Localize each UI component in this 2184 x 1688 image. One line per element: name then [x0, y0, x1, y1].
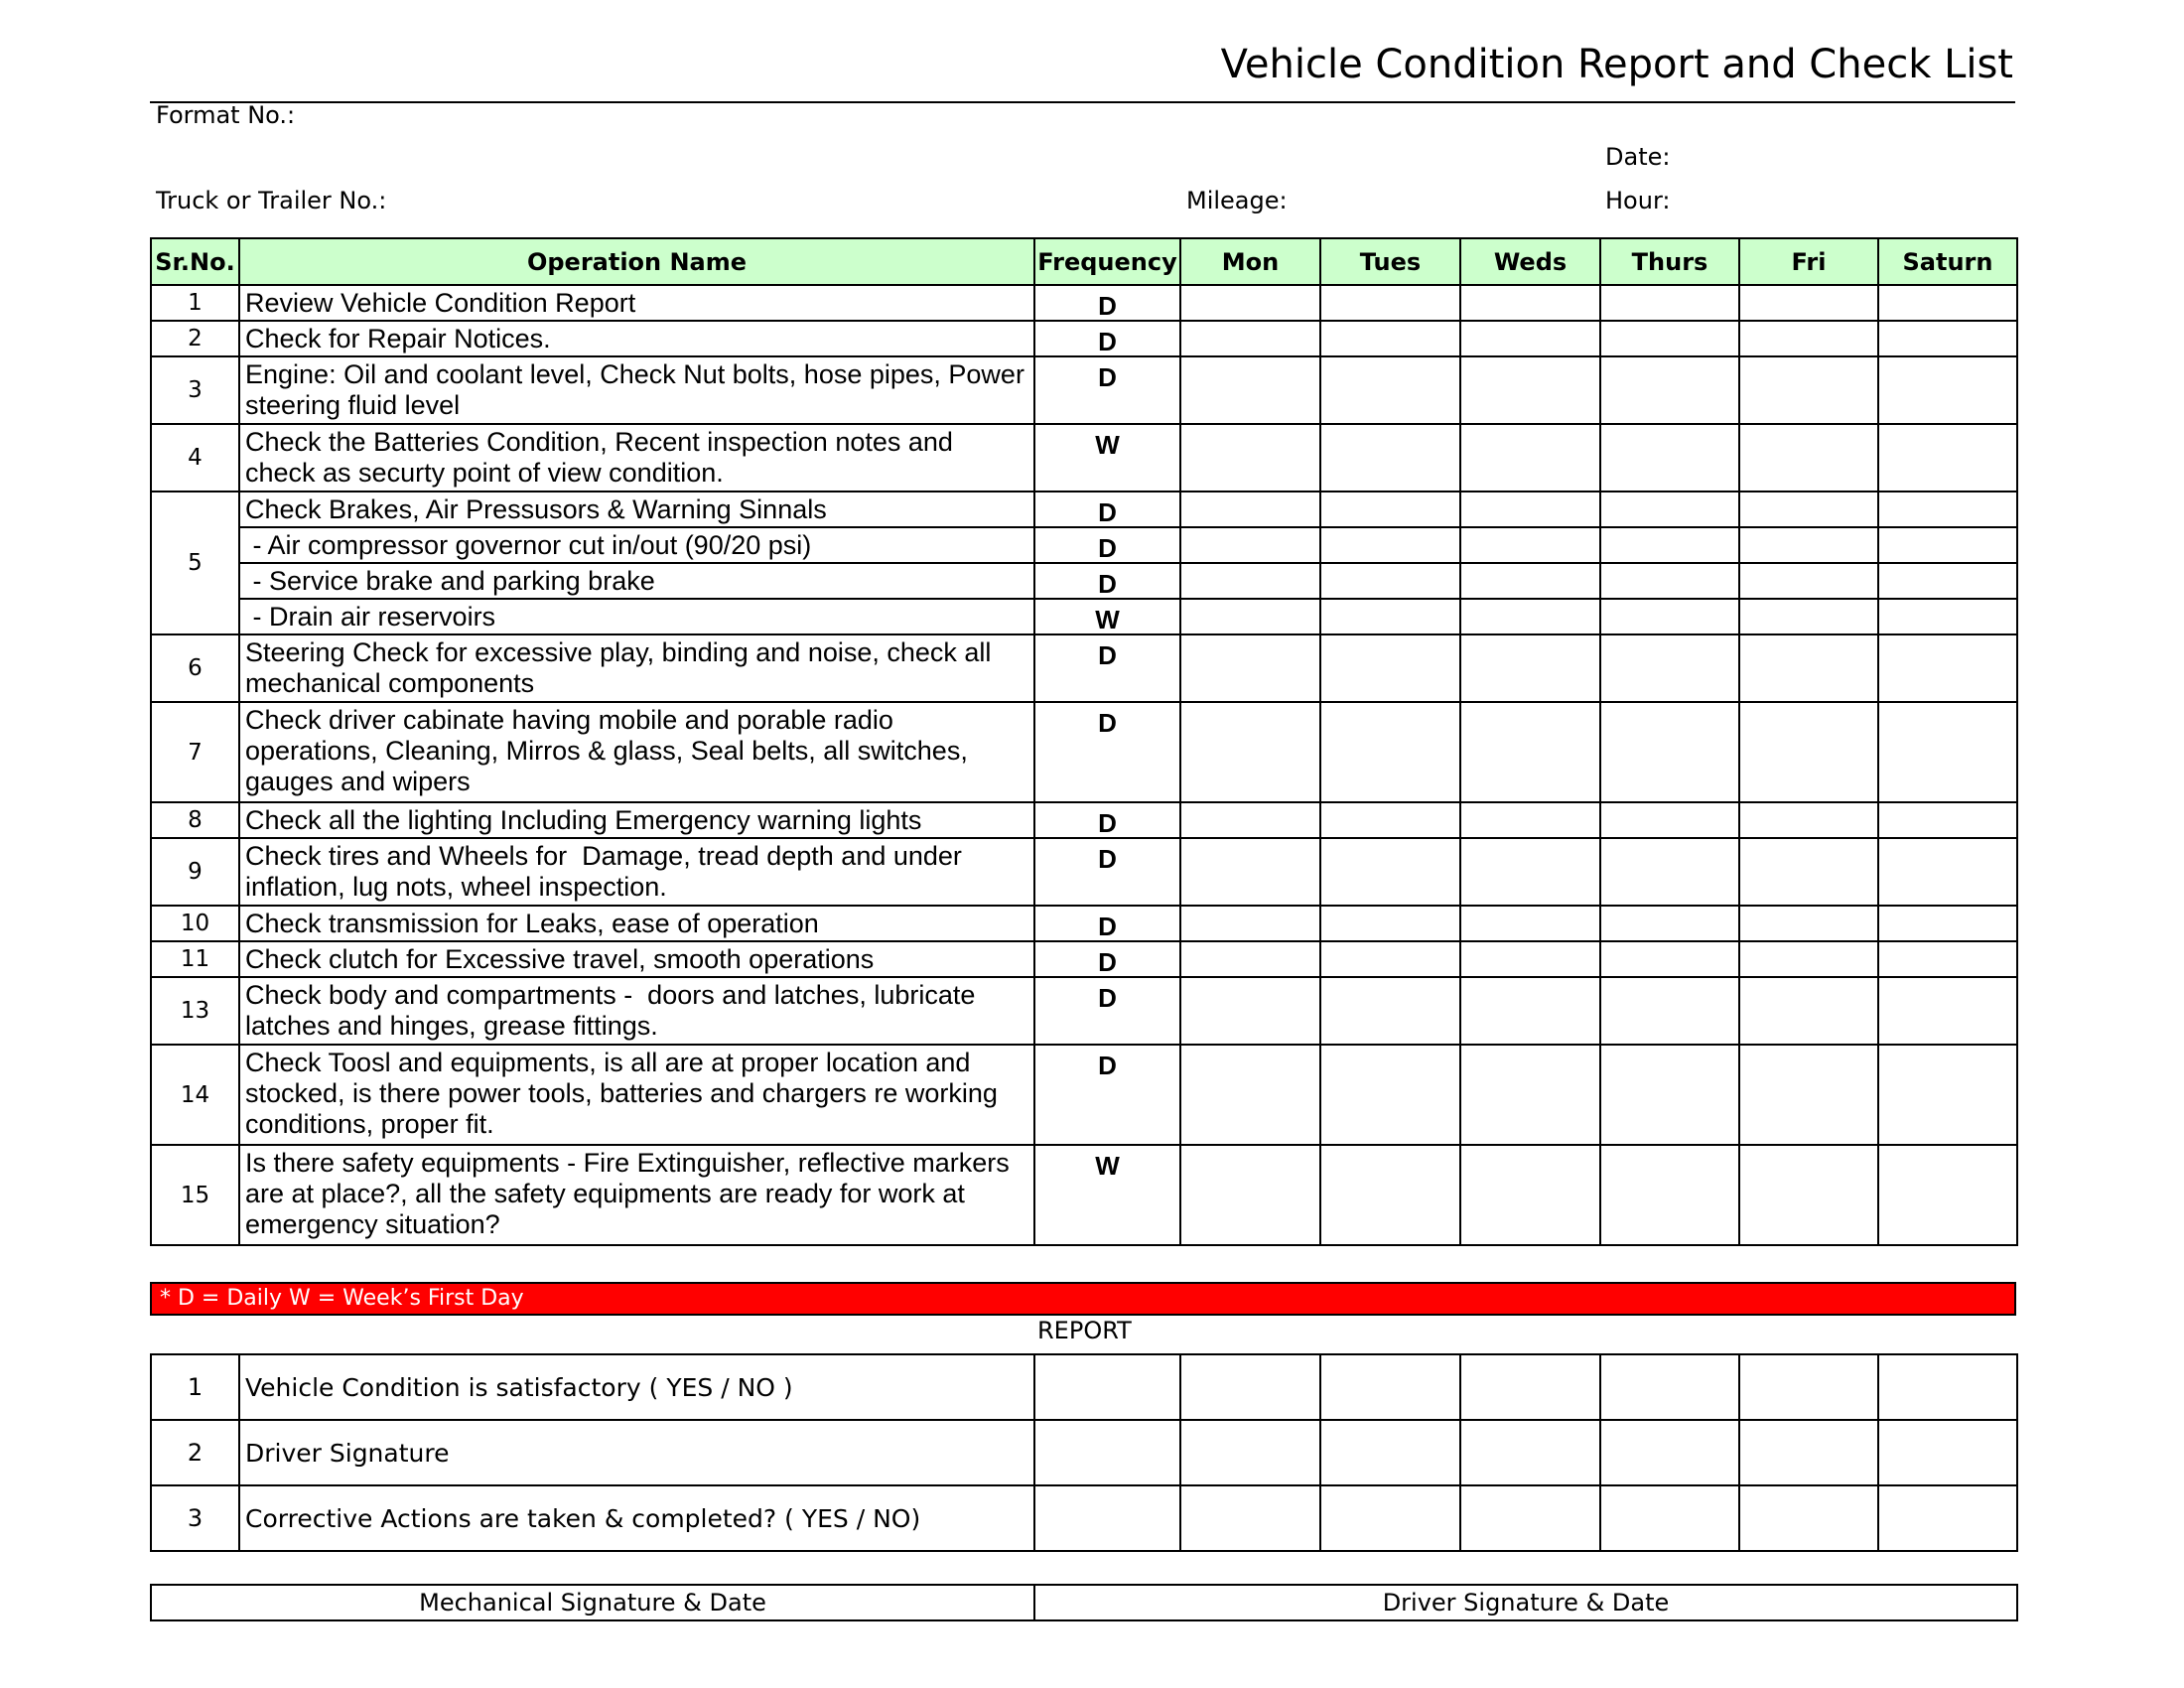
col-header-thurs: Thurs: [1600, 238, 1739, 285]
table-row: [151, 702, 2017, 802]
saturn-check-cell[interactable]: [1878, 634, 2017, 702]
report-entry-cell[interactable]: [1034, 1420, 1180, 1485]
tues-check-cell[interactable]: [1320, 1145, 1460, 1245]
signature-row: [151, 1585, 2017, 1620]
weds-check-cell[interactable]: [1460, 424, 1600, 492]
report-entry-cell[interactable]: [1034, 1485, 1180, 1551]
col-header-frequency: Frequency: [1034, 238, 1180, 285]
report-saturn-cell[interactable]: [1878, 1420, 2017, 1485]
report-tues-cell[interactable]: [1320, 1485, 1460, 1551]
frequency-cell: D: [1034, 1045, 1180, 1145]
signature-table: [150, 1584, 2018, 1621]
frequency-cell: D: [1034, 527, 1180, 563]
fri-check-cell[interactable]: [1739, 906, 1878, 941]
weds-check-cell[interactable]: [1460, 321, 1600, 356]
fri-check-cell[interactable]: [1739, 802, 1878, 838]
report-thurs-cell[interactable]: [1600, 1420, 1739, 1485]
report-title: REPORT: [1037, 1317, 1132, 1344]
frequency-cell: D: [1034, 634, 1180, 702]
report-mon-cell[interactable]: [1180, 1485, 1320, 1551]
frequency-cell: W: [1034, 599, 1180, 634]
fri-check-cell[interactable]: [1739, 977, 1878, 1045]
fri-check-cell[interactable]: [1739, 527, 1878, 563]
date-label: Date:: [1605, 143, 1671, 171]
fri-check-cell[interactable]: [1739, 563, 1878, 599]
saturn-check-cell[interactable]: [1878, 906, 2017, 941]
thurs-check-cell[interactable]: [1600, 599, 1739, 634]
mileage-label: Mileage:: [1186, 187, 1288, 214]
mon-check-cell[interactable]: [1180, 702, 1320, 802]
report-label-cell: Driver Signature: [239, 1420, 1034, 1485]
frequency-cell: D: [1034, 492, 1180, 527]
thurs-check-cell[interactable]: [1600, 941, 1739, 977]
weds-check-cell[interactable]: [1460, 634, 1600, 702]
mon-check-cell[interactable]: [1180, 492, 1320, 527]
saturn-check-cell[interactable]: [1878, 1045, 2017, 1145]
table-row: [151, 356, 2017, 424]
table-row: [151, 285, 2017, 321]
frequency-cell: D: [1034, 838, 1180, 906]
mon-check-cell[interactable]: [1180, 1045, 1320, 1145]
tues-check-cell[interactable]: [1320, 321, 1460, 356]
report-row: [151, 1354, 2017, 1420]
tues-check-cell[interactable]: [1320, 802, 1460, 838]
mon-check-cell[interactable]: [1180, 527, 1320, 563]
report-weds-cell[interactable]: [1460, 1420, 1600, 1485]
tues-check-cell[interactable]: [1320, 634, 1460, 702]
mon-check-cell[interactable]: [1180, 424, 1320, 492]
mon-check-cell[interactable]: [1180, 838, 1320, 906]
sr-no-cell: 7: [151, 702, 239, 802]
thurs-check-cell[interactable]: [1600, 802, 1739, 838]
weds-check-cell[interactable]: [1460, 702, 1600, 802]
table-row: [151, 838, 2017, 906]
tues-check-cell[interactable]: [1320, 424, 1460, 492]
thurs-check-cell[interactable]: [1600, 634, 1739, 702]
operation-name-cell: Check for Repair Notices.: [239, 321, 1034, 356]
tues-check-cell[interactable]: [1320, 285, 1460, 321]
table-row: [151, 906, 2017, 941]
saturn-check-cell[interactable]: [1878, 802, 2017, 838]
sr-no-cell: 5: [151, 492, 239, 634]
frequency-cell: D: [1034, 356, 1180, 424]
saturn-check-cell[interactable]: [1878, 424, 2017, 492]
sr-no-cell: 2: [151, 321, 239, 356]
operation-name-cell: Check body and compartments - doors and latches, lubricate latches and hinges, grease fittings.: [239, 977, 1034, 1045]
report-row: [151, 1420, 2017, 1485]
tues-check-cell[interactable]: [1320, 838, 1460, 906]
mon-check-cell[interactable]: [1180, 941, 1320, 977]
report-entry-cell[interactable]: [1034, 1354, 1180, 1420]
mon-check-cell[interactable]: [1180, 906, 1320, 941]
saturn-check-cell[interactable]: [1878, 563, 2017, 599]
frequency-cell: D: [1034, 906, 1180, 941]
operation-name-cell: Check Brakes, Air Pressusors & Warning Sinnals: [239, 492, 1034, 527]
table-row: [151, 802, 2017, 838]
truck-no-label: Truck or Trailer No.:: [156, 187, 387, 214]
operation-name-cell: Check the Batteries Condition, Recent inspection notes and check as securty point of view condition.: [239, 424, 1034, 492]
hour-label: Hour:: [1605, 187, 1671, 214]
operation-name-cell: Review Vehicle Condition Report: [239, 285, 1034, 321]
table-row: [151, 563, 2017, 599]
frequency-legend: * D = Daily W = Week’s First Day: [150, 1282, 2016, 1316]
report-fri-cell[interactable]: [1739, 1420, 1878, 1485]
mon-check-cell[interactable]: [1180, 599, 1320, 634]
mon-check-cell[interactable]: [1180, 1145, 1320, 1245]
saturn-check-cell[interactable]: [1878, 599, 2017, 634]
mon-check-cell[interactable]: [1180, 321, 1320, 356]
page-title: Vehicle Condition Report and Check List: [1220, 42, 2013, 87]
operation-name-cell: Check driver cabinate having mobile and porable radio operations, Cleaning, Mirros & glass, Seal belts, all switches, gauges and wipers: [239, 702, 1034, 802]
weds-check-cell[interactable]: [1460, 563, 1600, 599]
table-row: [151, 634, 2017, 702]
col-header-weds: Weds: [1460, 238, 1600, 285]
report-fri-cell[interactable]: [1739, 1354, 1878, 1420]
tues-check-cell[interactable]: [1320, 527, 1460, 563]
weds-check-cell[interactable]: [1460, 802, 1600, 838]
fri-check-cell[interactable]: [1739, 634, 1878, 702]
saturn-check-cell[interactable]: [1878, 941, 2017, 977]
frequency-cell: D: [1034, 941, 1180, 977]
sr-no-cell: 3: [151, 356, 239, 424]
sr-no-cell: 9: [151, 838, 239, 906]
weds-check-cell[interactable]: [1460, 838, 1600, 906]
report-mon-cell[interactable]: [1180, 1354, 1320, 1420]
sr-no-cell: 8: [151, 802, 239, 838]
weds-check-cell[interactable]: [1460, 599, 1600, 634]
driver-signature-cell[interactable]: Driver Signature & Date: [1034, 1585, 2017, 1620]
operation-name-cell: - Service brake and parking brake: [239, 563, 1034, 599]
table-row: [151, 1145, 2017, 1245]
fri-check-cell[interactable]: [1739, 941, 1878, 977]
weds-check-cell[interactable]: [1460, 1145, 1600, 1245]
frequency-cell: D: [1034, 321, 1180, 356]
saturn-check-cell[interactable]: [1878, 321, 2017, 356]
mon-check-cell[interactable]: [1180, 563, 1320, 599]
frequency-cell: D: [1034, 977, 1180, 1045]
operation-name-cell: Engine: Oil and coolant level, Check Nut bolts, hose pipes, Power steering fluid level: [239, 356, 1034, 424]
checklist-table: [150, 237, 2018, 1246]
frequency-cell: W: [1034, 1145, 1180, 1245]
thurs-check-cell[interactable]: [1600, 356, 1739, 424]
format-no-label: Format No.:: [156, 101, 296, 129]
table-row: [151, 527, 2017, 563]
mon-check-cell[interactable]: [1180, 802, 1320, 838]
tues-check-cell[interactable]: [1320, 563, 1460, 599]
operation-name-cell: - Drain air reservoirs: [239, 599, 1034, 634]
table-row: [151, 492, 2017, 527]
mon-check-cell[interactable]: [1180, 634, 1320, 702]
report-sr-no-cell: 1: [151, 1354, 239, 1420]
thurs-check-cell[interactable]: [1600, 424, 1739, 492]
saturn-check-cell[interactable]: [1878, 1145, 2017, 1245]
weds-check-cell[interactable]: [1460, 941, 1600, 977]
tues-check-cell[interactable]: [1320, 941, 1460, 977]
mon-check-cell[interactable]: [1180, 356, 1320, 424]
saturn-check-cell[interactable]: [1878, 702, 2017, 802]
col-header-operation-name: Operation Name: [239, 238, 1034, 285]
tues-check-cell[interactable]: [1320, 356, 1460, 424]
report-saturn-cell[interactable]: [1878, 1354, 2017, 1420]
operation-name-cell: Check transmission for Leaks, ease of operation: [239, 906, 1034, 941]
thurs-check-cell[interactable]: [1600, 527, 1739, 563]
saturn-check-cell[interactable]: [1878, 285, 2017, 321]
saturn-check-cell[interactable]: [1878, 977, 2017, 1045]
mechanical-signature-cell[interactable]: Mechanical Signature & Date: [151, 1585, 1034, 1620]
sr-no-cell: 11: [151, 941, 239, 977]
frequency-cell: D: [1034, 285, 1180, 321]
col-header-mon: Mon: [1180, 238, 1320, 285]
thurs-check-cell[interactable]: [1600, 977, 1739, 1045]
thurs-check-cell[interactable]: [1600, 321, 1739, 356]
report-row: [151, 1485, 2017, 1551]
weds-check-cell[interactable]: [1460, 1045, 1600, 1145]
thurs-check-cell[interactable]: [1600, 838, 1739, 906]
report-thurs-cell[interactable]: [1600, 1354, 1739, 1420]
fri-check-cell[interactable]: [1739, 285, 1878, 321]
tues-check-cell[interactable]: [1320, 492, 1460, 527]
report-weds-cell[interactable]: [1460, 1354, 1600, 1420]
tues-check-cell[interactable]: [1320, 599, 1460, 634]
tues-check-cell[interactable]: [1320, 1045, 1460, 1145]
operation-name-cell: Check Toosl and equipments, is all are at proper location and stocked, is there power tools, batteries and chargers re working conditions, proper fit.: [239, 1045, 1034, 1145]
weds-check-cell[interactable]: [1460, 977, 1600, 1045]
report-thurs-cell[interactable]: [1600, 1485, 1739, 1551]
fri-check-cell[interactable]: [1739, 599, 1878, 634]
tues-check-cell[interactable]: [1320, 977, 1460, 1045]
fri-check-cell[interactable]: [1739, 356, 1878, 424]
thurs-check-cell[interactable]: [1600, 492, 1739, 527]
saturn-check-cell[interactable]: [1878, 838, 2017, 906]
report-table: [150, 1353, 2018, 1552]
sr-no-cell: 6: [151, 634, 239, 702]
saturn-check-cell[interactable]: [1878, 356, 2017, 424]
operation-name-cell: Check tires and Wheels for Damage, tread depth and under inflation, lug nots, wheel inspection.: [239, 838, 1034, 906]
tues-check-cell[interactable]: [1320, 906, 1460, 941]
fri-check-cell[interactable]: [1739, 492, 1878, 527]
thurs-check-cell[interactable]: [1600, 1145, 1739, 1245]
sr-no-cell: 4: [151, 424, 239, 492]
col-header-saturn: Saturn: [1878, 238, 2017, 285]
fri-check-cell[interactable]: [1739, 1045, 1878, 1145]
table-row: [151, 941, 2017, 977]
tues-check-cell[interactable]: [1320, 702, 1460, 802]
report-sr-no-cell: 3: [151, 1485, 239, 1551]
weds-check-cell[interactable]: [1460, 285, 1600, 321]
sr-no-cell: 10: [151, 906, 239, 941]
thurs-check-cell[interactable]: [1600, 1045, 1739, 1145]
table-row: [151, 1045, 2017, 1145]
frequency-cell: D: [1034, 563, 1180, 599]
saturn-check-cell[interactable]: [1878, 492, 2017, 527]
saturn-check-cell[interactable]: [1878, 527, 2017, 563]
mon-check-cell[interactable]: [1180, 285, 1320, 321]
fri-check-cell[interactable]: [1739, 838, 1878, 906]
sr-no-cell: 14: [151, 1045, 239, 1145]
thurs-check-cell[interactable]: [1600, 563, 1739, 599]
title-divider: [150, 101, 2015, 103]
operation-name-cell: - Air compressor governor cut in/out (90/20 psi): [239, 527, 1034, 563]
report-sr-no-cell: 2: [151, 1420, 239, 1485]
thurs-check-cell[interactable]: [1600, 285, 1739, 321]
sr-no-cell: 15: [151, 1145, 239, 1245]
report-mon-cell[interactable]: [1180, 1420, 1320, 1485]
fri-check-cell[interactable]: [1739, 424, 1878, 492]
col-header-fri: Fri: [1739, 238, 1878, 285]
operation-name-cell: Check all the lighting Including Emergency warning lights: [239, 802, 1034, 838]
header-row: [151, 238, 2017, 285]
table-row: [151, 424, 2017, 492]
report-tues-cell[interactable]: [1320, 1354, 1460, 1420]
frequency-cell: D: [1034, 802, 1180, 838]
operation-name-cell: Check clutch for Excessive travel, smooth operations: [239, 941, 1034, 977]
report-saturn-cell[interactable]: [1878, 1485, 2017, 1551]
operation-name-cell: Steering Check for excessive play, binding and noise, check all mechanical components: [239, 634, 1034, 702]
weds-check-cell[interactable]: [1460, 356, 1600, 424]
report-fri-cell[interactable]: [1739, 1485, 1878, 1551]
weds-check-cell[interactable]: [1460, 906, 1600, 941]
fri-check-cell[interactable]: [1739, 702, 1878, 802]
frequency-cell: D: [1034, 702, 1180, 802]
thurs-check-cell[interactable]: [1600, 906, 1739, 941]
table-row: [151, 321, 2017, 356]
sr-no-cell: 1: [151, 285, 239, 321]
sr-no-cell: 13: [151, 977, 239, 1045]
fri-check-cell[interactable]: [1739, 1145, 1878, 1245]
col-header-tues: Tues: [1320, 238, 1460, 285]
report-label-cell: Vehicle Condition is satisfactory ( YES / NO ): [239, 1354, 1034, 1420]
operation-name-cell: Is there safety equipments - Fire Extinguisher, reflective markers are at place?, all the safety equipments are ready for work at emergency situation?: [239, 1145, 1034, 1245]
table-row: [151, 599, 2017, 634]
report-tues-cell[interactable]: [1320, 1420, 1460, 1485]
mon-check-cell[interactable]: [1180, 977, 1320, 1045]
weds-check-cell[interactable]: [1460, 492, 1600, 527]
fri-check-cell[interactable]: [1739, 321, 1878, 356]
thurs-check-cell[interactable]: [1600, 702, 1739, 802]
table-row: [151, 977, 2017, 1045]
report-weds-cell[interactable]: [1460, 1485, 1600, 1551]
report-label-cell: Corrective Actions are taken & completed? ( YES / NO): [239, 1485, 1034, 1551]
weds-check-cell[interactable]: [1460, 527, 1600, 563]
col-header-sr-no: Sr.No.: [151, 238, 239, 285]
frequency-cell: W: [1034, 424, 1180, 492]
